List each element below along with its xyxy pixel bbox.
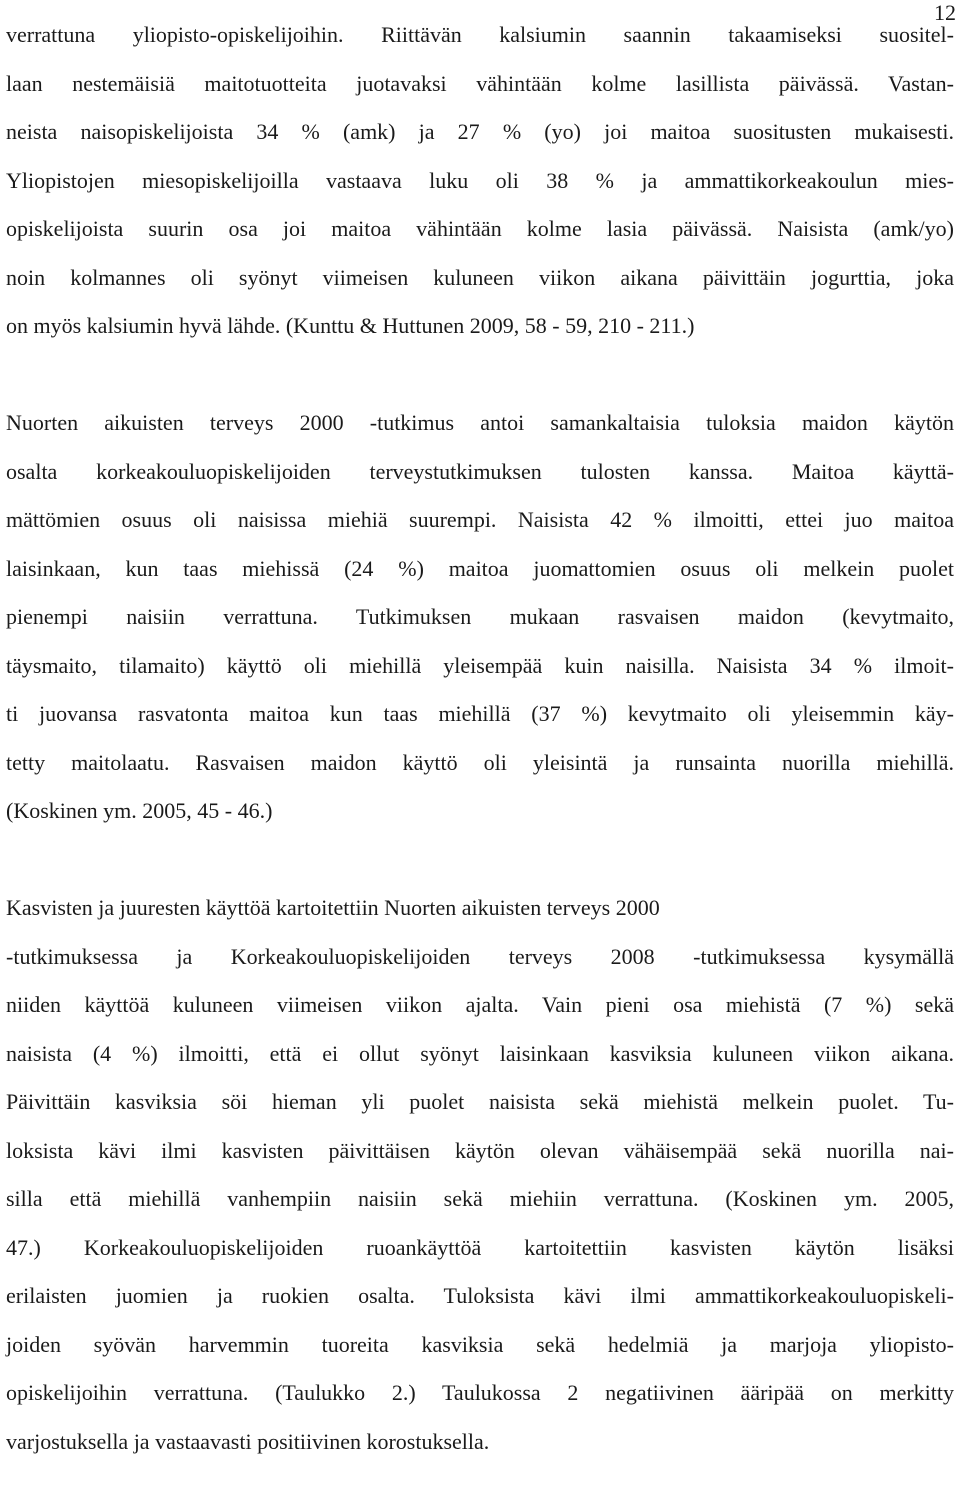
text-line: Päivittäin kasviksia söi hieman yli puolet naisista sekä miehistä melkein puolet. Tu- xyxy=(6,1089,954,1114)
text-line: Kasvisten ja juuresten käyttöä kartoitettiin Nuorten aikuisten terveys 2000 xyxy=(6,895,660,920)
text-line: opiskelijoihin verrattuna. (Taulukko 2.) Taulukossa 2 negatiivinen ääripää on merkitty xyxy=(6,1380,954,1405)
text-line: pienempi naisiin verrattuna. Tutkimuksen mukaan rasvaisen maidon (kevytmaito, xyxy=(6,604,954,629)
text-line: silla että miehillä vanhempiin naisiin sekä miehiin verrattuna. (Koskinen ym. 2005, xyxy=(6,1186,954,1211)
page-number: 12 xyxy=(934,0,956,25)
paragraph-milk-students xyxy=(6,11,954,351)
paragraph-spacer xyxy=(6,836,954,885)
text-line: noin kolmannes oli syönyt viimeisen kuluneen viikon aikana päivittäin jogurttia, joka xyxy=(6,264,954,290)
text-line: opiskelijoista suurin osa joi maitoa vähintään kolme lasia päivässä. Naisista (amk/yo) xyxy=(6,216,954,241)
text-line: tetty maitolaatu. Rasvaisen maidon käyttö oli yleisintä ja runsainta nuorilla miehillä. xyxy=(6,749,954,775)
text-line: varjostuksella ja vastaavasti positiivinen korostuksella. xyxy=(6,1428,490,1454)
paragraph-young-adults-health xyxy=(6,399,954,836)
text-line: loksista kävi ilmi kasvisten päivittäisen käytön olevan vähäisempää sekä nuorilla nai- xyxy=(6,1137,954,1163)
text-line: laisinkaan, kun taas miehissä (24 %) maitoa juomattomien osuus oli melkein puolet xyxy=(6,555,954,581)
text-line: Yliopistojen miesopiskelijoilla vastaava luku oli 38 % ja ammattikorkeakoulun mies- xyxy=(6,167,954,193)
paragraph-spacer xyxy=(6,351,954,400)
text-line: neista naisopiskelijoista 34 % (amk) ja 27 % (yo) joi maitoa suositusten mukaisesti. xyxy=(6,119,954,144)
text-line: täysmaito, tilamaito) käyttö oli miehillä yleisempää kuin naisilla. Naisista 34 % ilmoit- xyxy=(6,652,954,678)
text-line: 47.) Korkeakouluopiskelijoiden ruoankäyttöä kartoitettiin kasvisten käytön lisäksi xyxy=(6,1234,954,1260)
text-line: osalta korkeakouluopiskelijoiden terveystutkimuksen tulosten kanssa. Maitoa käyttä- xyxy=(6,458,954,484)
paragraph-vegetables xyxy=(6,884,954,1466)
text-line: joiden syövän harvemmin tuoreita kasviksia sekä hedelmiä ja marjoja yliopisto- xyxy=(6,1331,954,1357)
text-line: laan nestemäisiä maitotuotteita juotavaksi vähintään kolme lasillista päivässä. Vastan- xyxy=(6,70,954,96)
text-line: mättömien osuus oli naisissa miehiä suurempi. Naisista 42 % ilmoitti, ettei juo maitoa xyxy=(6,507,954,532)
text-line: on myös kalsiumin hyvä lähde. (Kunttu & Huttunen 2009, 58 - 59, 210 - 211.) xyxy=(6,313,695,338)
text-line: -tutkimuksessa ja Korkeakouluopiskelijoiden terveys 2008 -tutkimuksessa kysymällä xyxy=(6,943,954,969)
text-line: (Koskinen ym. 2005, 45 - 46.) xyxy=(6,798,273,823)
text-line: ti juovansa rasvatonta maitoa kun taas miehillä (37 %) kevytmaito oli yleisemmin käy- xyxy=(6,701,954,726)
document-body xyxy=(6,11,954,1466)
text-line: verrattuna yliopisto-opiskelijoihin. Riittävän kalsiumin saannin takaamiseksi suositel- xyxy=(6,22,954,47)
text-line: naisista (4 %) ilmoitti, että ei ollut syönyt laisinkaan kasviksia kuluneen viikon aikana. xyxy=(6,1040,954,1066)
text-line: niiden käyttöä kuluneen viimeisen viikon ajalta. Vain pieni osa miehistä (7 %) sekä xyxy=(6,992,954,1017)
text-line: Nuorten aikuisten terveys 2000 -tutkimus antoi samankaltaisia tuloksia maidon käytön xyxy=(6,410,954,435)
text-line: erilaisten juomien ja ruokien osalta. Tuloksista kävi ilmi ammattikorkeakouluopiskeli- xyxy=(6,1283,954,1308)
